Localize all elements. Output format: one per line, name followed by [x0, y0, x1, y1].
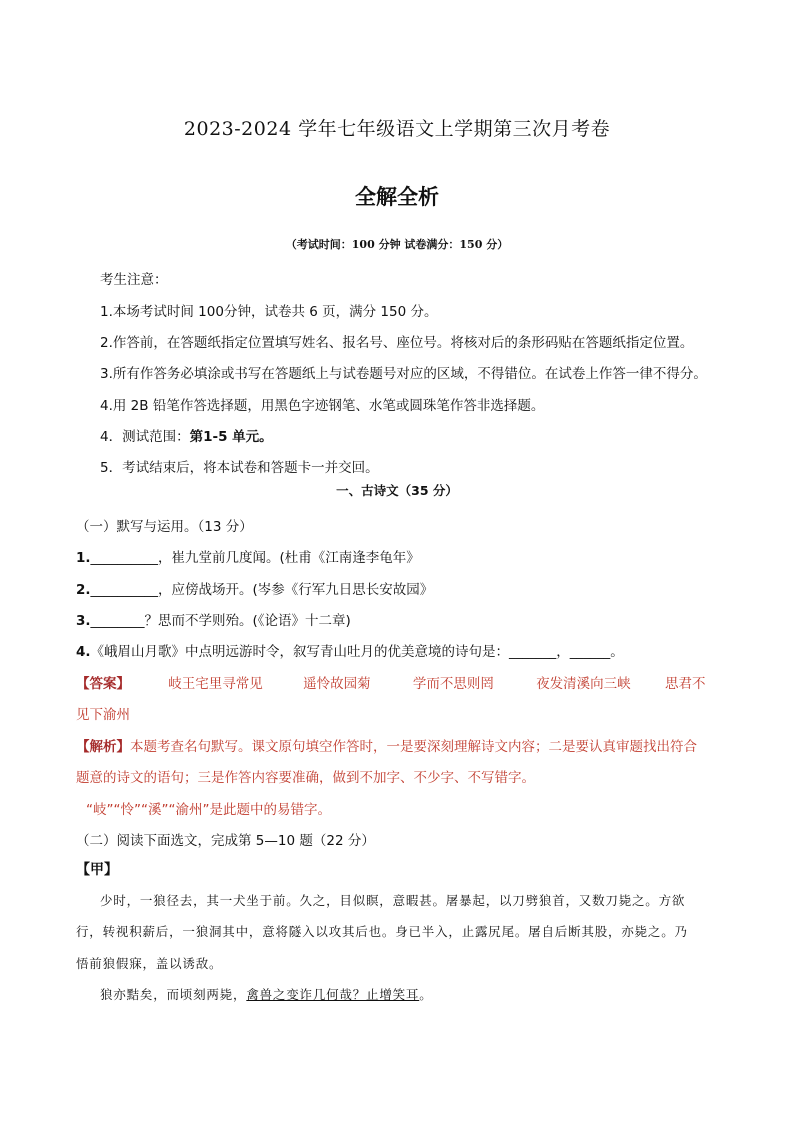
part-title: （一）默写与运用。（13 分） — [76, 519, 253, 535]
document-subtitle: 全解全析 — [355, 185, 439, 209]
question-text: 《峨眉山月歌》中点明远游时令，叙写青山吐月的优美意境的诗句是：_______，______。 — [90, 644, 624, 660]
analysis-line: 题意的诗文的语句；三是作答内容要准确，做到不加字、不少字、不写错字。 — [76, 770, 535, 786]
answer-item: 夜发清溪向三峡 — [536, 676, 631, 692]
question-text: __________，崔九堂前几度闻。(杜甫《江南逢李龟年》 — [90, 550, 420, 566]
question-1 — [76, 546, 420, 566]
question-4 — [76, 640, 624, 660]
analysis-text: 本题考查名句默写。课文原句填空作答时，一是要深刻理解诗文内容；二是要认真审题找出符合 — [130, 739, 697, 755]
document-title: 2023-2024 学年七年级语文上学期第三次月考卷 — [183, 118, 611, 140]
question-text: __________，应傍战场开。(岑参《行军九日思长安故园》 — [90, 582, 434, 598]
passage-text: 狼亦黠矣，而顷刻两毙， — [100, 987, 247, 1002]
passage-line — [100, 985, 433, 1003]
question-number: 1. — [76, 550, 91, 566]
question-3 — [76, 609, 351, 629]
exam-info: （考试时间：100 分钟 试卷满分：150 分） — [285, 238, 509, 251]
answer-item: 学而不思则罔 — [412, 676, 494, 692]
passage-line: 少时，一狼径去，其一犬坐于前。久之，目似瞑，意暇甚。屠暴起，以刀劈狼首，又数刀毙之。方欲 — [100, 893, 686, 908]
answer-row — [76, 672, 705, 692]
note-scope-value: 第1-5 单元。 — [189, 429, 273, 445]
note-item: 2.作答前，在答题纸指定位置填写姓名、报名号、座位号。将核对后的条形码贴在答题纸指定位置。 — [100, 335, 694, 351]
question-2 — [76, 578, 433, 598]
note-scope-label: 4．测试范围： — [100, 429, 190, 445]
answer-item: 遥怜故园菊 — [303, 676, 371, 692]
question-number: 3. — [76, 613, 91, 629]
analysis-line: “岐”“怜”“溪”“渝州”是此题中的易错字。 — [86, 802, 331, 818]
question-number: 4. — [76, 644, 91, 660]
note-item: 4.用 2B 铅笔作答选择题，用黑色字迹钢笔、水笔或圆珠笔作答非选择题。 — [100, 398, 545, 414]
passage-line: 悟前狼假寐，盖以诱敌。 — [76, 956, 223, 971]
question-text: ________？思而不学则殆。(《论语》十二章) — [90, 613, 351, 629]
analysis-label: 【解析】 — [76, 739, 130, 755]
answer-item: 思君不 — [664, 676, 706, 692]
answer-label: 【答案】 — [76, 676, 130, 692]
part-title: （二）阅读下面选文，完成第 5—10 题（22 分） — [76, 833, 375, 849]
note-item: 5．考试结束后，将本试卷和答题卡一并交回。 — [100, 460, 379, 476]
passage-line: 行，转视积薪后，一狼洞其中，意将隧入以攻其后也。身已半入，止露尻尾。屠自后断其股，亦毙之。乃 — [76, 924, 688, 939]
section-title: 一、古诗文（35 分） — [336, 483, 458, 498]
note-item-scope — [100, 425, 273, 445]
analysis-line — [76, 735, 697, 755]
note-item: 3.所有作答务必填涂或书写在答题纸上与试卷题号对应的区域，不得错位。在试卷上作答一律不得分。 — [100, 366, 707, 382]
answer-item: 岐王宅里寻常见 — [168, 676, 263, 692]
passage-label: 【甲】 — [76, 862, 118, 878]
passage-underlined: 禽兽之变诈几何哉？止增笑耳 — [246, 987, 420, 1002]
passage-text: 。 — [419, 987, 433, 1002]
question-number: 2. — [76, 582, 91, 598]
note-item: 1.本场考试时间 100分钟，试卷共 6 页，满分 150 分。 — [100, 304, 438, 320]
answer-continued: 见下渝州 — [76, 707, 130, 723]
notes-heading: 考生注意： — [100, 272, 168, 288]
